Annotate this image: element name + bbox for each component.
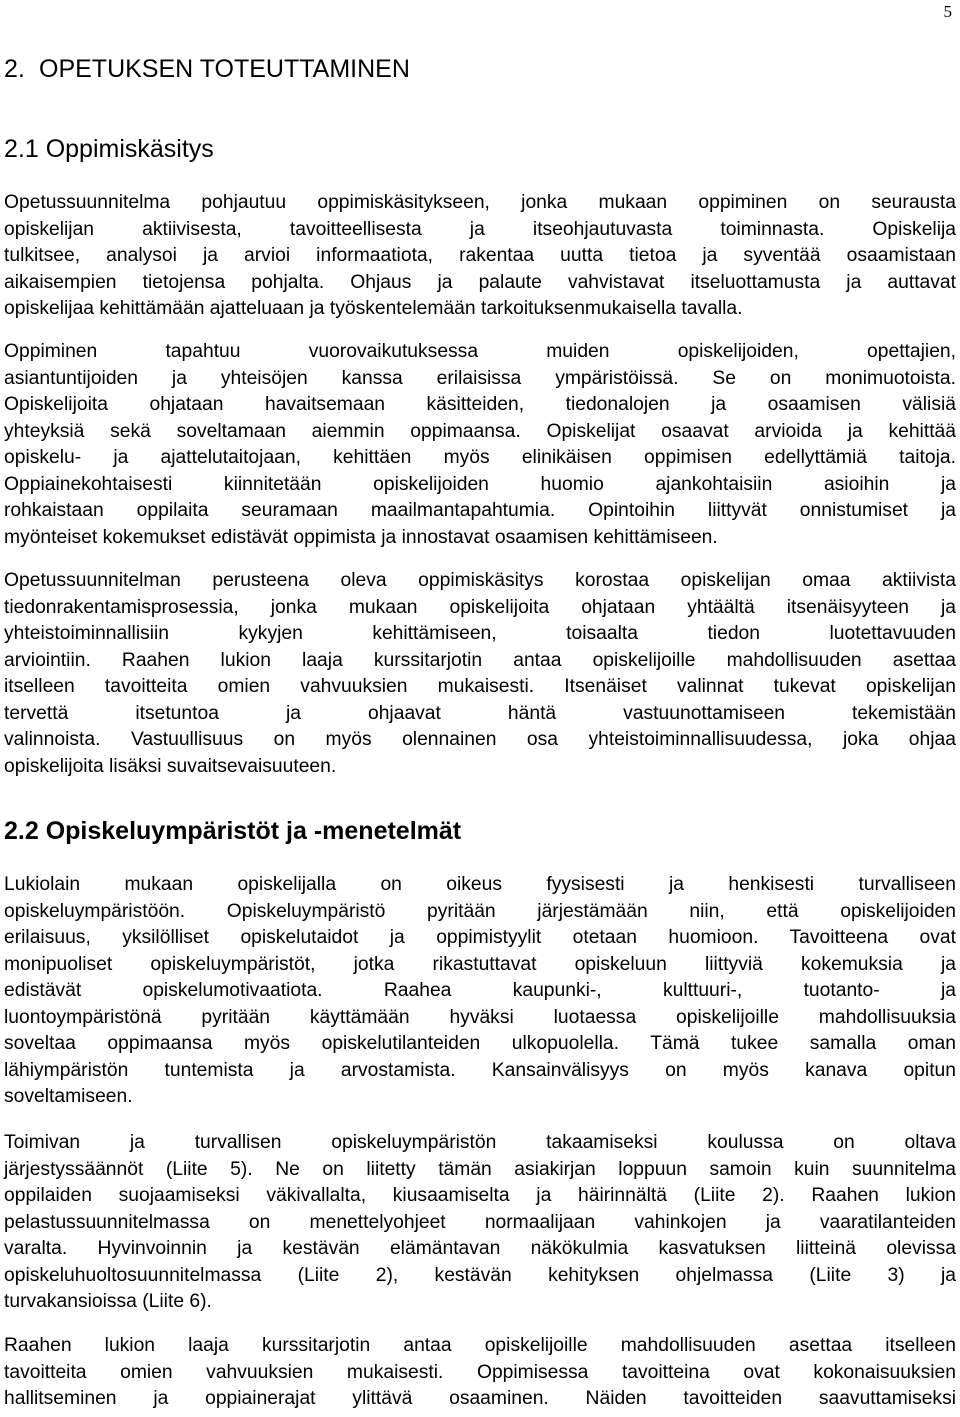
text-line: rohkaistaan oppilaita seuramaan maailmantapahtumia. Opintoihin liittyvät onnistumiset ja bbox=[4, 500, 956, 521]
text-line: oppilaiden suojaamiseksi väkivallalta, kiusaamiselta ja häirinnältä (Liite 2). Raahen lukion bbox=[4, 1185, 956, 1206]
text-line: tervettä itsetuntoa ja ohjaavat häntä vastuunottamiseen tekemistään bbox=[4, 702, 956, 724]
text-line: asiantuntijoiden ja yhteisöjen kanssa erilaisissa ympäristöissä. Se on monimuotoista. bbox=[4, 367, 956, 389]
text-line: hallitseminen ja oppiainerajat ylittävä osaaminen. Näiden tavoitteiden saavuttamiseksi bbox=[4, 1388, 956, 1409]
paragraph bbox=[4, 1333, 956, 1413]
text-line: soveltaa oppimaansa myös opiskelutilanteiden ulkopuolella. Tämä tukee samalla oman bbox=[4, 1033, 956, 1054]
text-line: arviointiin. Raahen lukion laaja kurssitarjotin antaa opiskelijoille mahdollisuuden asettaa bbox=[4, 649, 956, 671]
paragraph bbox=[4, 339, 956, 551]
text-line: Opetussuunnitelman perusteena oleva oppimiskäsitys korostaa opiskelijan omaa aktiivista bbox=[4, 570, 956, 591]
text-line: Opetussuunnitelma pohjautuu oppimiskäsitykseen, jonka mukaan oppiminen on seurausta bbox=[4, 192, 956, 213]
text-line: Raahen lukion laaja kurssitarjotin antaa opiskelijoille mahdollisuuden asettaa itselleen bbox=[4, 1335, 956, 1356]
paragraph bbox=[4, 190, 956, 323]
text-line: tavoitteita omien vahvuuksien mukaisesti. Oppimisessa tavoitteina ovat kokonaisuuksien bbox=[4, 1361, 956, 1383]
page-number: 5 bbox=[943, 2, 952, 21]
text-line: monipuoliset opiskeluympäristöt, jotka rikastuttavat opiskeluun liittyviä kokemuksia ja bbox=[4, 953, 956, 975]
text-line: erilaisuus, yksilölliset opiskelutaidot ja oppimistyylit otetaan huomioon. Tavoitteena ovat bbox=[4, 927, 956, 948]
paragraph bbox=[4, 1130, 956, 1316]
text-line: opiskelijan aktiivisesta, tavoitteellisesta ja itseohjautuvasta toiminnasta. Opiskelija bbox=[4, 218, 956, 240]
text-line: soveltamiseen. bbox=[4, 1086, 133, 1107]
text-line: aikaisempien tietojensa pohjalta. Ohjaus ja palaute vahvistavat itseluottamusta ja auttavat bbox=[4, 271, 956, 293]
text-line: yhteyksiä sekä soveltamaan aiemmin oppimaansa. Opiskelijat osaavat arvioida ja kehittää bbox=[4, 420, 956, 442]
text-line: opiskeluhuoltosuunnitelmassa (Liite 2), kestävän kehityksen ohjelmassa (Liite 3) ja bbox=[4, 1264, 956, 1286]
text-line: Lukiolain mukaan opiskelijalla on oikeus fyysisesti ja henkisesti turvalliseen bbox=[4, 874, 956, 895]
chapter-title: OPETUKSEN TOTEUTTAMINEN bbox=[39, 55, 410, 83]
text-line: opiskelijaa kehittämään ajatteluaan ja työskentelemään tarkoituksenmukaisella tavalla. bbox=[4, 298, 743, 319]
text-line: turvakansioissa (Liite 6). bbox=[4, 1291, 212, 1312]
text-line: valinnoista. Vastuullisuus on myös olennainen osa yhteistoiminnallisuudessa, joka ohjaa bbox=[4, 729, 956, 750]
text-line: luontoympäristönä pyritään käyttämään hyväksi luotaessa opiskelijoille mahdollisuuksia bbox=[4, 1006, 956, 1028]
text-line: edistävät opiskelumotivaatiota. Raahea kaupunki-, kulttuuri-, tuotanto- ja bbox=[4, 980, 956, 1001]
text-line: yhteistoiminnallisiin kykyjen kehittämiseen, toisaalta tiedon luotettavuuden bbox=[4, 623, 956, 644]
text-line: varalta. Hyvinvoinnin ja kestävän elämäntavan näkökulmia kasvatuksen liitteinä olevissa bbox=[4, 1238, 956, 1259]
text-line: itselleen tavoitteita omien vahvuuksien mukaisesti. Itsenäiset valinnat tukevat opiskelijan bbox=[4, 676, 956, 697]
paragraph bbox=[4, 872, 956, 1111]
text-line: opiskelijoita lisäksi suvaitsevaisuuteen. bbox=[4, 755, 337, 777]
text-line: myönteiset kokemukset edistävät oppimista ja innostavat osaamisen kehittämiseen. bbox=[4, 526, 718, 548]
text-line: Toimivan ja turvallisen opiskeluympäristön takaamiseksi koulussa on oltava bbox=[4, 1132, 956, 1153]
text-line: Oppiminen tapahtuu vuorovaikutuksessa muiden opiskelijoiden, opettajien, bbox=[4, 341, 956, 362]
chapter-number: 2. bbox=[4, 55, 25, 83]
text-line: tiedonrakentamisprosessia, jonka mukaan opiskelijoita ohjataan yhtäältä itsenäisyyteen ja bbox=[4, 596, 956, 618]
text-line: järjestyssäännöt (Liite 5). Ne on liitetty tämän asiakirjan loppuun samoin kuin suunnitelma bbox=[4, 1158, 956, 1180]
chapter-heading bbox=[4, 54, 410, 84]
text-line: tulkitsee, analysoi ja arvioi informaatiota, rakentaa uutta tietoa ja syventää osaamistaan bbox=[4, 245, 956, 266]
text-line: Oppiainekohtaisesti kiinnitetään opiskelijoiden huomio ajankohtaisiin asioihin ja bbox=[4, 473, 956, 495]
text-line: pelastussuunnitelmassa on menettelyohjeet normaalijaan vahinkojen ja vaaratilanteiden bbox=[4, 1211, 956, 1233]
text-line: opiskeluympäristöön. Opiskeluympäristö pyritään järjestämään niin, että opiskelijoiden bbox=[4, 900, 956, 922]
section-heading-opiskeluymparistot: 2.2 Opiskeluympäristöt ja -menetelmät bbox=[4, 817, 462, 845]
text-line: Opiskelijoita ohjataan havaitsemaan käsitteiden, tiedonalojen ja osaamisen välisiä bbox=[4, 394, 956, 415]
paragraph bbox=[4, 568, 956, 780]
text-line: opiskelu- ja ajattelutaitojaan, kehittäen myös elinikäisen oppimisen edellyttämiä taitoja. bbox=[4, 447, 956, 468]
section-heading-oppimiskasitys: 2.1 Oppimiskäsitys bbox=[4, 135, 214, 163]
text-line: lähiympäristön tuntemista ja arvostamista. Kansainvälisyys on myös kanava opitun bbox=[4, 1059, 956, 1081]
